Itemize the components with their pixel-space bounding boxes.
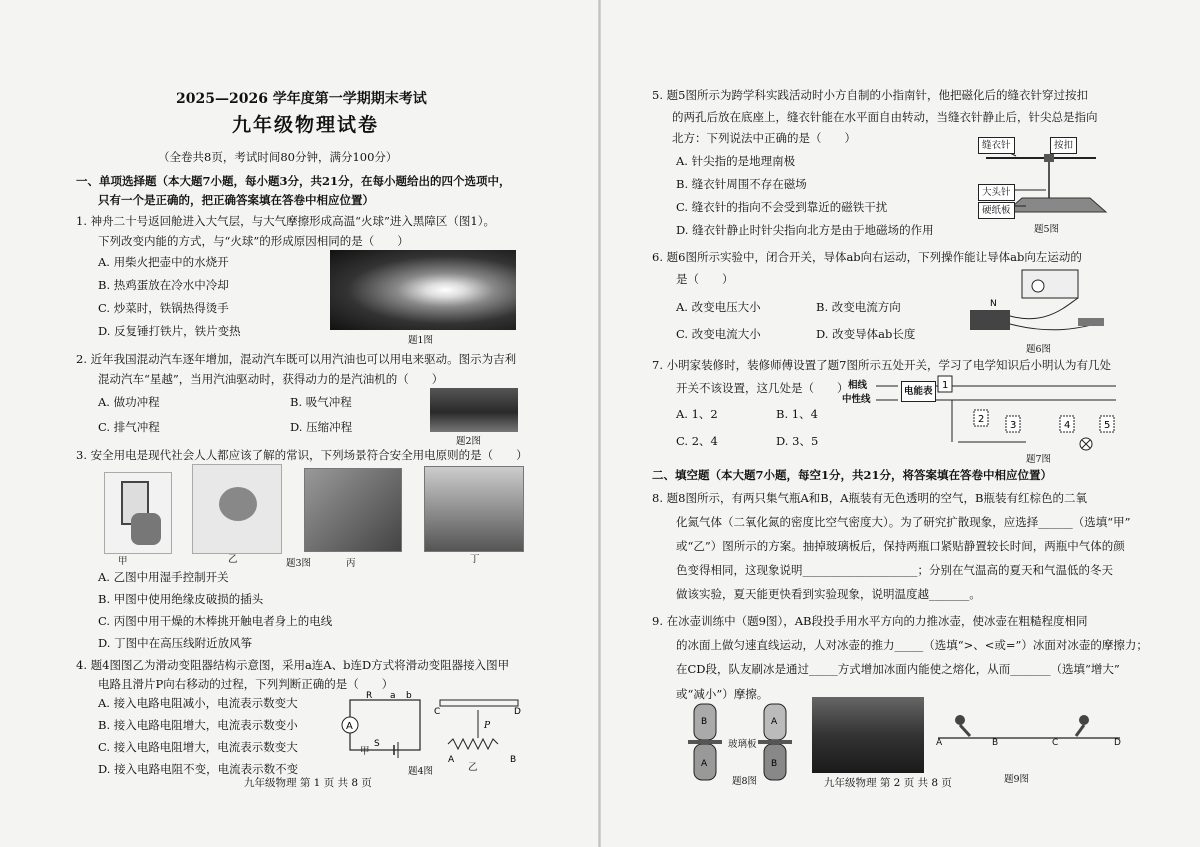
q4-figure-caption: 题4图 xyxy=(408,766,434,777)
section-2-heading: 二、填空题（本大题7小题，每空1分，共21分，将答案填在答卷中相应位置） xyxy=(652,468,1053,482)
point-b: B xyxy=(992,738,999,748)
q6-option-b: B. 改变电流方向 xyxy=(816,300,901,314)
q7-stem-line2: 开关不该设置，这几处是（ ） xyxy=(676,381,849,395)
q3-option-a: A. 乙图中用湿手控制开关 xyxy=(98,570,229,584)
svg-text:S: S xyxy=(374,739,380,749)
q5-stem: 5. 题5图所示为跨学科实践活动时小方自制的小指南针，他把磁化后的缝衣针穿过按扣 xyxy=(652,88,1088,102)
q9-figure-caption: 题9图 xyxy=(1004,774,1030,785)
q8-glass-plate-label: 玻璃板 xyxy=(728,739,757,750)
q8-stem: 8. 题8图所示，有两只集气瓶A和B，A瓶装有无色透明的空气，B瓶装有红棕色的二氧 xyxy=(652,491,1087,505)
point-d: D xyxy=(1114,738,1121,748)
q6-figure-caption: 题6图 xyxy=(1026,344,1052,355)
q1-option-b: B. 热鸡蛋放在冷水中冷却 xyxy=(98,278,229,292)
exam-title: 2025—2026 学年度第一学期期末考试 xyxy=(176,91,427,107)
q8-figure-caption: 题8图 xyxy=(732,776,758,787)
svg-text:B: B xyxy=(701,717,708,727)
q7-meter-label: 电能表 xyxy=(901,381,936,402)
svg-text:5: 5 xyxy=(1104,420,1111,431)
exam-info: （全卷共8页，考试时间80分钟，满分100分） xyxy=(158,150,398,164)
hybrid-car-image xyxy=(430,388,518,432)
q4-option-a: A. 接入电路电阻减小，电流表示数变大 xyxy=(98,696,298,710)
svg-text:2: 2 xyxy=(978,414,985,425)
svg-text:A: A xyxy=(448,755,455,765)
q9-stem-line2: 的冰面上做匀速直线运动，人对冰壶的推力_____（选填“>、<或=”）冰面对冰壶的摩擦力； xyxy=(676,638,1148,652)
q6-stem: 6. 题6图所示实验中，闭合开关，导体ab向右运动，下列操作能让导体ab向左运动的 xyxy=(652,250,1082,264)
curling-track-diagram xyxy=(936,706,1126,754)
q7-stem: 7. 小明家装修时，装修师傅设置了题7图所示五处开关，学习了电学知识后小明认为有几处 xyxy=(652,358,1111,372)
q3-figure-caption: 题3图 xyxy=(286,558,312,569)
q3-label-yi: 乙 xyxy=(228,554,238,565)
q7-option-a: A. 1、2 xyxy=(676,407,718,421)
rescue-with-stick-image xyxy=(304,468,402,552)
q7-figure-caption: 题7图 xyxy=(1026,454,1052,465)
q2-option-b: B. 吸气冲程 xyxy=(290,395,352,409)
q4-label-yi: 乙 xyxy=(468,762,478,773)
wet-hand-switch-image xyxy=(104,472,172,554)
q6-option-a: A. 改变电压大小 xyxy=(676,300,761,314)
q3-stem: 3. 安全用电是现代社会人人都应该了解的常识，下列场景符合安全用电原则的是（ ） xyxy=(76,448,528,462)
q9-stem: 9. 在冰壶训练中（题9图），AB段投手用水平方向的力推冰壶，使冰壶在粗糙程度相同 xyxy=(652,614,1088,628)
label-sewing-needle: 缝衣针 xyxy=(978,137,1015,154)
q6-stem-line2: 是（ ） xyxy=(676,272,734,286)
q5-option-c: C. 缝衣针的指向不会受到靠近的磁铁干扰 xyxy=(676,200,888,214)
section-1-heading-line2: 只有一个是正确的，把正确答案填在答卷中相应位置） xyxy=(98,193,374,207)
q2-option-d: D. 压缩冲程 xyxy=(290,420,353,434)
fireball-capsule-image xyxy=(330,250,516,330)
q3-label-jia: 甲 xyxy=(118,556,128,567)
motor-principle-apparatus-diagram xyxy=(966,266,1112,342)
q8-stem-line2: 化氮气体（二氧化氮的密度比空气密度大）。为了研究扩散现象，应选择______（选填“甲” xyxy=(676,515,1131,529)
q7-option-b: B. 1、4 xyxy=(776,407,818,421)
q4-stem-line2: 电路且滑片P向右移动的过程，下列判断正确的是（ ） xyxy=(98,677,394,691)
q6-option-d: D. 改变导体ab长度 xyxy=(816,327,916,341)
svg-text:R: R xyxy=(366,691,373,701)
svg-text:A: A xyxy=(346,721,353,732)
q1-option-c: C. 炒菜时，铁锅热得烫手 xyxy=(98,301,229,315)
point-a: A xyxy=(936,738,943,748)
q3-label-ding: 丁 xyxy=(470,554,480,565)
q5-stem-line3: 北方：下列说法中正确的是（ ） xyxy=(672,131,856,145)
q5-option-d: D. 缝衣针静止时针尖指向北方是由于地磁场的作用 xyxy=(676,223,934,237)
curling-photo xyxy=(812,697,924,773)
kite-near-powerline-image xyxy=(424,466,524,552)
exam-subject-title: 九年级物理试卷 xyxy=(232,114,380,136)
svg-text:D: D xyxy=(514,707,521,717)
q6-option-c: C. 改变电流大小 xyxy=(676,327,761,341)
page-1-footer: 九年级物理 第 1 页 共 8 页 xyxy=(244,777,372,789)
q2-option-c: C. 排气冲程 xyxy=(98,420,160,434)
q8-stem-line4: 色变得相同，这现象说明____________________；分别在气温高的夏天和气温低的冬天 xyxy=(676,563,1113,577)
page-2-footer: 九年级物理 第 2 页 共 8 页 xyxy=(824,777,952,789)
q1-option-d: D. 反复锤打铁片，铁片变热 xyxy=(98,324,241,338)
q7-option-c: C. 2、4 xyxy=(676,434,718,448)
q7-option-d: D. 3、5 xyxy=(776,434,819,448)
q7-neutral-wire-label: 中性线 xyxy=(842,394,871,405)
q2-stem-line2: 混动汽车“星越”，当用汽油驱动时，获得动力的是汽油机的（ ） xyxy=(98,372,444,386)
q3-option-d: D. 丁图中在高压线附近放风筝 xyxy=(98,636,253,650)
q1-stem-line2: 下列改变内能的方式，与“火球”的形成原因相同的是（ ） xyxy=(98,234,409,248)
q2-stem: 2. 近年我国混动汽车逐年增加，混动汽车既可以用汽油也可以用电来驱动。图示为吉利 xyxy=(76,352,517,366)
svg-text:1: 1 xyxy=(942,380,949,391)
damaged-plug-image xyxy=(192,464,282,554)
point-c: C xyxy=(1052,738,1059,748)
q4-option-c: C. 接入电路电阻增大，电流表示数变大 xyxy=(98,740,298,754)
svg-text:3: 3 xyxy=(1010,420,1017,431)
q5-option-a: A. 针尖指的是地理南极 xyxy=(676,154,796,168)
label-pin: 大头针 xyxy=(978,184,1015,201)
svg-text:B: B xyxy=(510,755,517,765)
q2-figure-caption: 题2图 xyxy=(456,436,482,447)
svg-text:A: A xyxy=(701,759,708,769)
exam-page-2 xyxy=(600,0,1200,847)
q9-stem-line3: 在CD段，队友刷冰是通过_____方式增加冰面内能使之熔化，从而_______（选填“增大” xyxy=(676,662,1120,676)
svg-text:N: N xyxy=(990,299,997,309)
q3-option-c: C. 丙图中用干燥的木棒挑开触电者身上的电线 xyxy=(98,614,333,628)
q9-stem-line4: 或“减小”）摩擦。 xyxy=(676,687,769,701)
label-snap-button: 按扣 xyxy=(1050,137,1077,154)
svg-text:P: P xyxy=(484,721,491,731)
q5-figure-caption: 题5图 xyxy=(1034,224,1060,235)
q1-figure-caption: 题1图 xyxy=(408,335,434,346)
q4-stem: 4. 题4图图乙为滑动变阻器结构示意图，采用a连A、b连D方式将滑动变阻器接入图甲 xyxy=(76,658,510,672)
svg-text:A: A xyxy=(771,717,778,727)
q4-label-jia: 甲 xyxy=(360,746,370,757)
q7-live-wire-label: 相线 xyxy=(848,380,868,391)
svg-text:C: C xyxy=(434,707,441,717)
q5-stem-line2: 的两孔后放在底座上，缝衣针能在水平面自由转动，当缝衣针静止后，针尖总是指向 xyxy=(672,110,1098,124)
q8-stem-line5: 做该实验，夏天能更快看到实验现象，说明温度越_______。 xyxy=(676,587,981,601)
q4-option-b: B. 接入电路电阻增大，电流表示数变小 xyxy=(98,718,298,732)
label-cardboard: 硬纸板 xyxy=(978,202,1015,219)
q8-stem-line3: 或“乙”）图所示的方案。抽掉玻璃板后，保持两瓶口紧贴静置较长时间，两瓶中气体的颜 xyxy=(676,539,1125,553)
svg-text:b: b xyxy=(406,691,412,701)
svg-text:a: a xyxy=(390,691,396,701)
svg-text:4: 4 xyxy=(1064,420,1071,431)
q1-option-a: A. 用柴火把壶中的水烧开 xyxy=(98,255,229,269)
section-1-heading: 一、单项选择题（本大题7小题，每小题3分，共21分，在每小题给出的四个选项中， xyxy=(76,174,511,188)
q3-option-b: B. 甲图中使用绝缘皮破损的插头 xyxy=(98,592,264,606)
svg-text:B: B xyxy=(771,759,778,769)
q3-label-bing: 丙 xyxy=(346,558,356,569)
q4-option-d: D. 接入电路电阻不变，电流表示数不变 xyxy=(98,762,299,776)
household-switch-circuit-diagram xyxy=(876,372,1120,456)
q2-option-a: A. 做功冲程 xyxy=(98,395,160,409)
q5-option-b: B. 缝衣针周围不存在磁场 xyxy=(676,177,807,191)
q1-stem: 1. 神舟二十号返回舱进入大气层，与大气摩擦形成高温“火球”进入黑障区（图1）。 xyxy=(76,214,495,228)
